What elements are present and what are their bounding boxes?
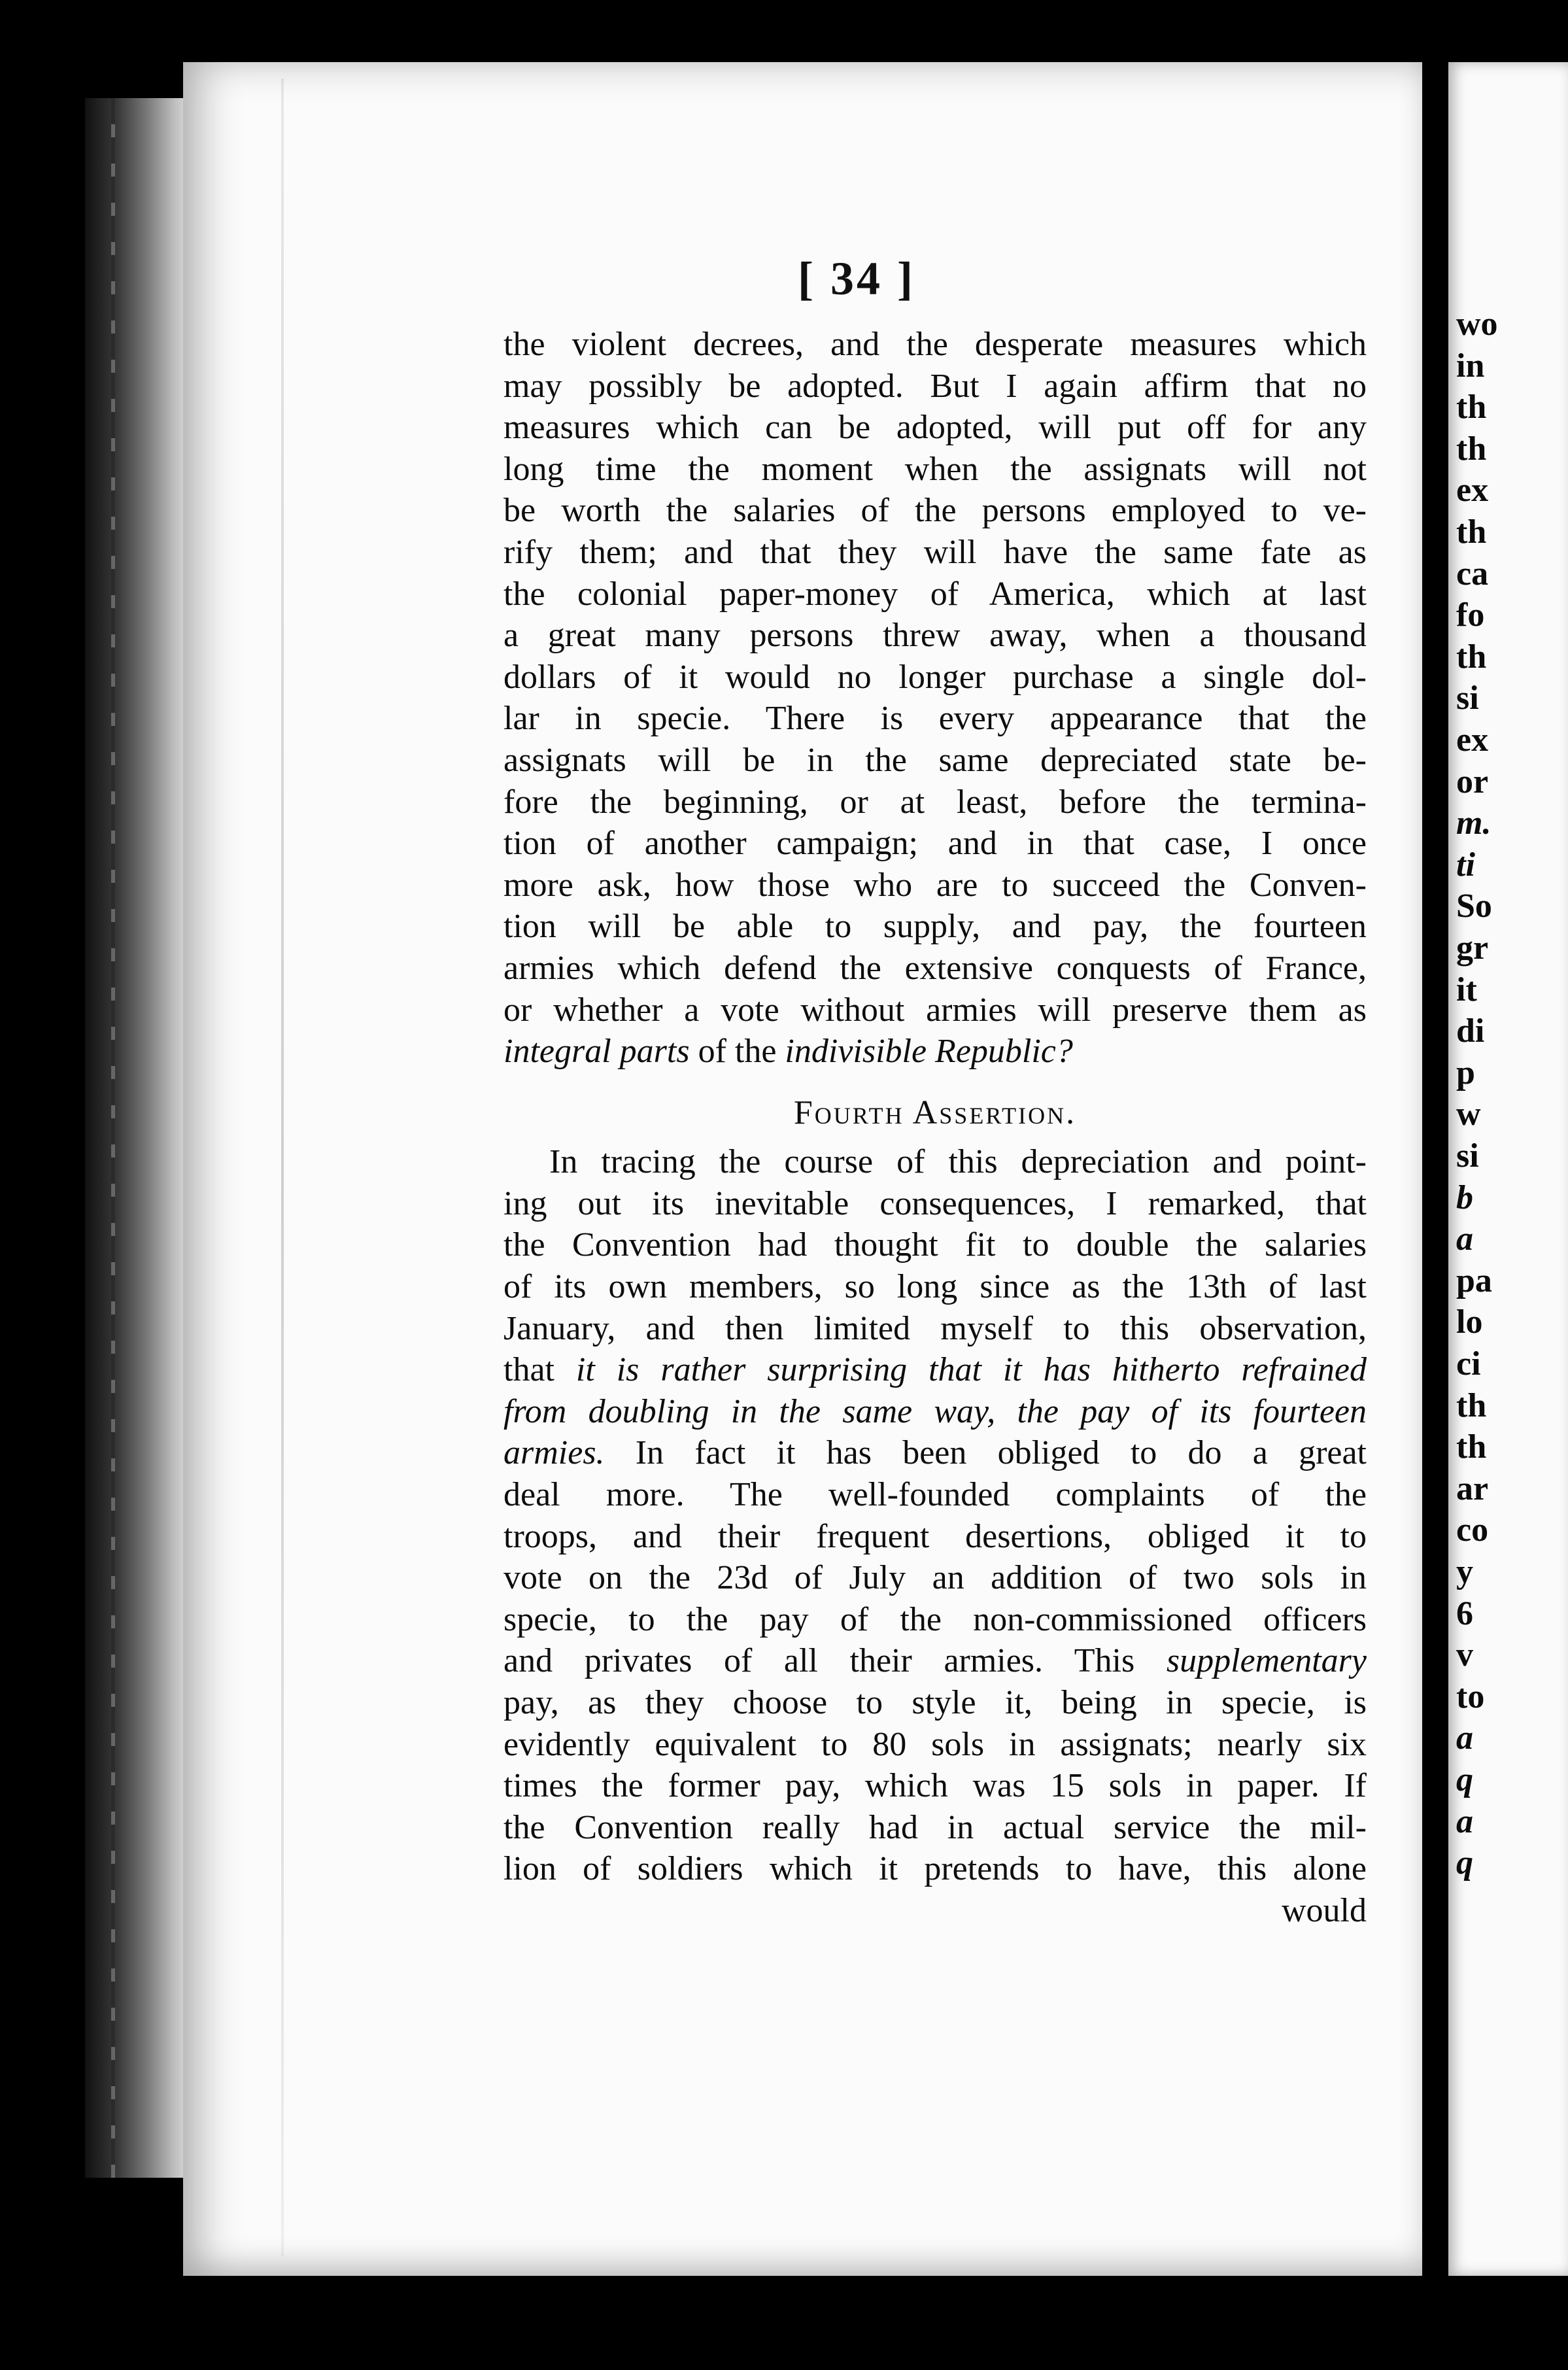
page-number-header: [ 34 ] bbox=[798, 252, 915, 305]
text-run: and privates of all their armies. This bbox=[503, 1642, 1167, 1680]
facing-page-fragment: th bbox=[1456, 513, 1487, 551]
text-line: armies which defend the extensive conquests of France, bbox=[503, 949, 1367, 987]
facing-page-fragment: gr bbox=[1456, 929, 1489, 967]
text-line: ing out its inevitable consequences, I remarked, that bbox=[503, 1184, 1367, 1222]
facing-page-edge bbox=[1448, 62, 1568, 2276]
facing-page-fragment: w bbox=[1456, 1095, 1481, 1133]
italic-phrase: it is rather surprising that it has hitherto refrained bbox=[575, 1351, 1367, 1389]
text-run: In fact it has been obliged to do a great bbox=[604, 1434, 1367, 1472]
facing-page-fragment: q bbox=[1456, 1761, 1473, 1798]
facing-page-fragment: ex bbox=[1456, 472, 1489, 509]
facing-page-fragment: di bbox=[1456, 1012, 1485, 1050]
text-line: the Convention had thought fit to double the salaries bbox=[503, 1226, 1367, 1264]
text-line: evidently equivalent to 80 sols in assignats; nearly six bbox=[503, 1725, 1367, 1763]
text-line: pay, as they choose to style it, being in specie, is bbox=[503, 1684, 1367, 1721]
text-line: lar in specie. There is every appearance that the bbox=[503, 700, 1367, 738]
facing-page-fragment: v bbox=[1456, 1636, 1473, 1674]
facing-page-fragment: si bbox=[1456, 1137, 1479, 1175]
italic-phrase: armies. bbox=[503, 1434, 605, 1472]
facing-page-fragment: th bbox=[1456, 430, 1487, 468]
text-line: lion of soldiers which it pretends to have, this alone bbox=[503, 1850, 1367, 1888]
facing-page-fragment: ar bbox=[1456, 1469, 1489, 1507]
facing-page-fragment: lo bbox=[1456, 1303, 1483, 1341]
text-line: troops, and their frequent desertions, obliged it to bbox=[503, 1517, 1367, 1555]
facing-page-fragment: th bbox=[1456, 1386, 1487, 1424]
text-line: long time the moment when the assignats will not bbox=[503, 450, 1367, 488]
text-line bbox=[503, 1031, 1367, 1073]
text-line: assignats will be in the same depreciated state be- bbox=[503, 741, 1367, 779]
facing-page-fragment: ti bbox=[1456, 846, 1475, 884]
italic-phrase: from doubling in the same way, the pay of its fourteen bbox=[503, 1392, 1367, 1430]
spacer bbox=[503, 1073, 1367, 1092]
page-crease bbox=[281, 78, 284, 2256]
facing-page-fragment: a bbox=[1456, 1220, 1473, 1258]
text-line bbox=[503, 1640, 1367, 1682]
facing-page-fragment: si bbox=[1456, 679, 1479, 717]
facing-page-fragment: So bbox=[1456, 887, 1492, 925]
facing-page-fragment: q bbox=[1456, 1844, 1473, 1882]
spacer bbox=[503, 1133, 1367, 1141]
facing-page-fragment: th bbox=[1456, 638, 1487, 676]
facing-page-fragment: to bbox=[1456, 1677, 1485, 1715]
italic-phrase: supplementary bbox=[1166, 1642, 1367, 1680]
text-line bbox=[503, 1391, 1367, 1433]
facing-page-fragment: ca bbox=[1456, 555, 1489, 592]
text-line: measures which can be adopted, will put off for any bbox=[503, 409, 1367, 447]
text-line: a great many persons threw away, when a thousand bbox=[503, 617, 1367, 655]
text-line: dollars of it would no longer purchase a single dol- bbox=[503, 658, 1367, 696]
book-spine bbox=[85, 98, 196, 2178]
facing-page-fragment: it bbox=[1456, 970, 1477, 1008]
facing-page-fragment: p bbox=[1456, 1054, 1475, 1091]
facing-page-fragment: co bbox=[1456, 1511, 1489, 1549]
facing-page-fragment: wo bbox=[1456, 305, 1498, 343]
text-line: tion of another campaign; and in that case, I once bbox=[503, 825, 1367, 863]
text-line: rify them; and that they will have the same fate as bbox=[503, 533, 1367, 571]
text-line: vote on the 23d of July an addition of two sols in bbox=[503, 1559, 1367, 1597]
facing-page-fragment: ci bbox=[1456, 1345, 1481, 1382]
section-title: Fourth Assertion. bbox=[793, 1093, 1077, 1131]
text-line: fore the beginning, or at least, before the termina- bbox=[503, 783, 1367, 821]
text-line: the Convention really had in actual service the mil- bbox=[503, 1808, 1367, 1846]
text-line: January, and then limited myself to this observation, bbox=[503, 1309, 1367, 1347]
facing-page-fragment: in bbox=[1456, 347, 1485, 385]
text-line: In tracing the course of this depreciation and point- bbox=[549, 1143, 1367, 1181]
catchword: would bbox=[1282, 1891, 1367, 1929]
text-line: more ask, how those who are to succeed the Conven- bbox=[503, 866, 1367, 904]
facing-page-fragment: a bbox=[1456, 1719, 1473, 1757]
text-line: the colonial paper-money of America, which at last bbox=[503, 575, 1367, 613]
facing-page-fragment: 6 bbox=[1456, 1594, 1473, 1632]
text-line: specie, to the pay of the non-commissioned officers bbox=[503, 1600, 1367, 1638]
facing-page-fragment: m. bbox=[1456, 804, 1491, 842]
facing-page-fragment: th bbox=[1456, 1428, 1487, 1466]
facing-page-fragment: fo bbox=[1456, 596, 1485, 634]
facing-page-fragment: th bbox=[1456, 388, 1487, 426]
text-line bbox=[503, 1349, 1367, 1391]
text-run: that bbox=[503, 1351, 576, 1389]
text-line bbox=[503, 1432, 1367, 1474]
italic-phrase: integral parts bbox=[503, 1033, 690, 1071]
facing-page-fragment: y bbox=[1456, 1553, 1473, 1590]
text-line: deal more. The well-founded complaints of the bbox=[503, 1476, 1367, 1514]
text-line: of its own members, so long since as the 13th of last bbox=[503, 1268, 1367, 1306]
text-line: be worth the salaries of the persons employed to ve- bbox=[503, 492, 1367, 530]
text-run: of the bbox=[689, 1033, 785, 1071]
text-line: may possibly be adopted. But I again affirm that no bbox=[503, 367, 1367, 405]
text-line: or whether a vote without armies will preserve them as bbox=[503, 991, 1367, 1029]
facing-page-fragment: b bbox=[1456, 1178, 1473, 1216]
facing-page-fragment: pa bbox=[1456, 1262, 1492, 1299]
facing-page-fragment: or bbox=[1456, 763, 1489, 800]
text-line: times the former pay, which was 15 sols in paper. If bbox=[503, 1767, 1367, 1805]
italic-phrase: indivisible Republic? bbox=[785, 1033, 1073, 1071]
text-block bbox=[503, 324, 1367, 1932]
text-line: the violent decrees, and the desperate measures which bbox=[503, 326, 1367, 363]
facing-page-fragment: ex bbox=[1456, 721, 1489, 759]
facing-page-fragment: a bbox=[1456, 1802, 1473, 1840]
text-line: tion will be able to supply, and pay, the fourteen bbox=[503, 908, 1367, 946]
